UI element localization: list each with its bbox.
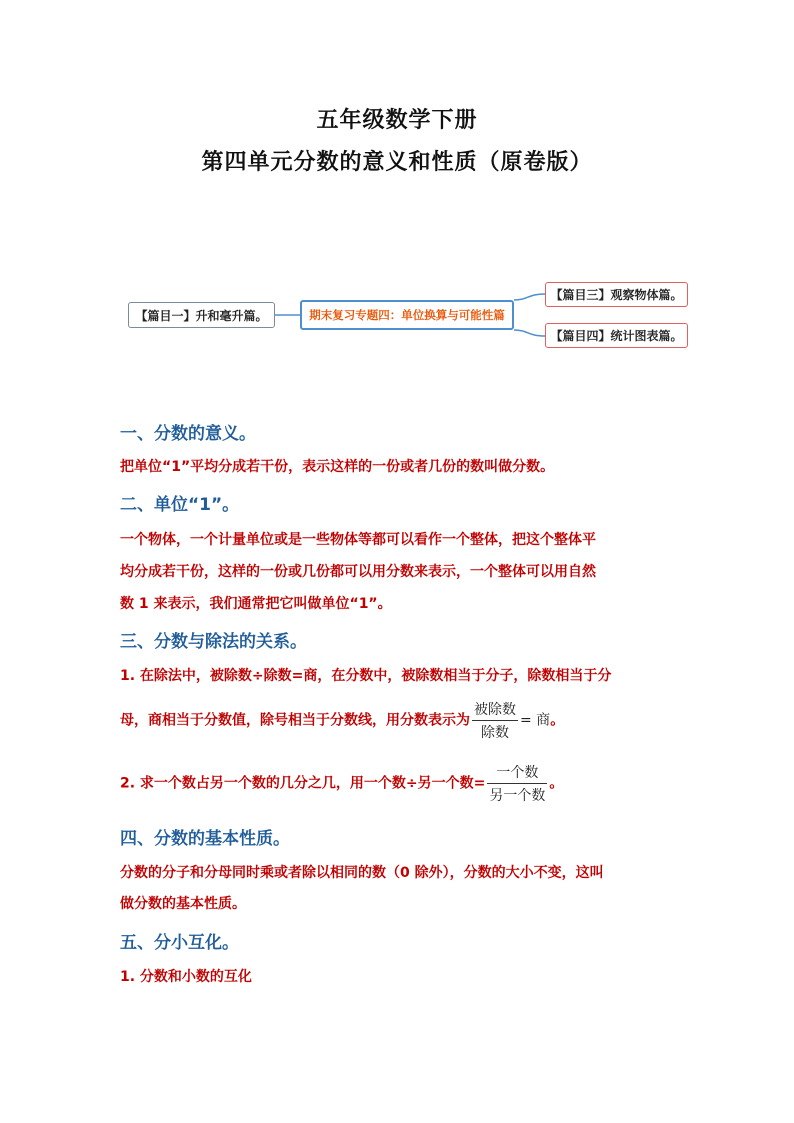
mindmap-node-right-bottom: 【篇目四】统计图表篇。 <box>545 323 688 348</box>
section3-item1-line2 <box>120 699 564 742</box>
section4-heading: 四、分数的基本性质。 <box>120 829 290 849</box>
section3-item1-line1: 1. 在除法中，被除数÷除数=商，在分数中，被除数相当于分子，除数相当于分 <box>120 668 612 684</box>
section1-text: 把单位“1”平均分成若干份，表示这样的一份或者几份的数叫做分数。 <box>120 459 555 475</box>
section2-line2: 均分成若干份，这样的一份或几份都可以用分数来表示，一个整体可以用自然 <box>120 564 596 580</box>
document-title-line2: 第四单元分数的意义和性质（原卷版） <box>201 150 593 175</box>
fraction-denominator: 另一个数 <box>489 788 546 804</box>
mindmap-node-right-top: 【篇目三】观察物体篇。 <box>545 282 688 307</box>
section5-item1: 1. 分数和小数的互化 <box>120 969 252 985</box>
mindmap-node-left: 【篇目一】升和毫升篇。 <box>128 302 275 328</box>
section2-line1: 一个物体，一个计量单位或是一些物体等都可以看作一个整体，把这个整体平 <box>120 532 596 548</box>
connector-bottom <box>514 330 545 336</box>
fraction-numerator: 被除数 <box>472 699 518 721</box>
fraction-one-over-another <box>487 762 547 805</box>
fraction-numerator: 一个数 <box>487 762 547 784</box>
section3-heading: 三、分数与除法的关系。 <box>120 632 307 652</box>
section4-line1: 分数的分子和分母同时乘或者除以相同的数（0 除外），分数的大小不变，这叫 <box>120 865 604 881</box>
section1-heading: 一、分数的意义。 <box>120 424 256 444</box>
section3-item1-line2-text: 母，商相当于分数值，除号相当于分数线，用分数表示为 <box>120 712 470 729</box>
document-title-line1: 五年级数学下册 <box>316 108 478 133</box>
fraction-equals-quotient: = 商 <box>520 712 551 729</box>
mindmap-node-center: 期末复习专题四：单位换算与可能性篇 <box>300 300 514 330</box>
fraction-dividend-over-divisor <box>472 699 518 742</box>
section2-heading: 二、单位“1”。 <box>120 495 240 515</box>
sentence-end: 。 <box>550 712 565 729</box>
sentence-end: 。 <box>549 775 564 792</box>
section3-item2-text: 2. 求一个数占另一个数的几分之几，用一个数÷另一个数= <box>120 775 486 792</box>
section3-item2 <box>120 762 563 805</box>
fraction-denominator: 除数 <box>481 725 509 741</box>
section2-line3: 数 1 来表示，我们通常把它叫做单位“1”。 <box>120 596 392 612</box>
section5-heading: 五、分小互化。 <box>120 933 239 953</box>
section4-line2: 做分数的基本性质。 <box>120 896 246 912</box>
connector-top <box>514 294 545 300</box>
